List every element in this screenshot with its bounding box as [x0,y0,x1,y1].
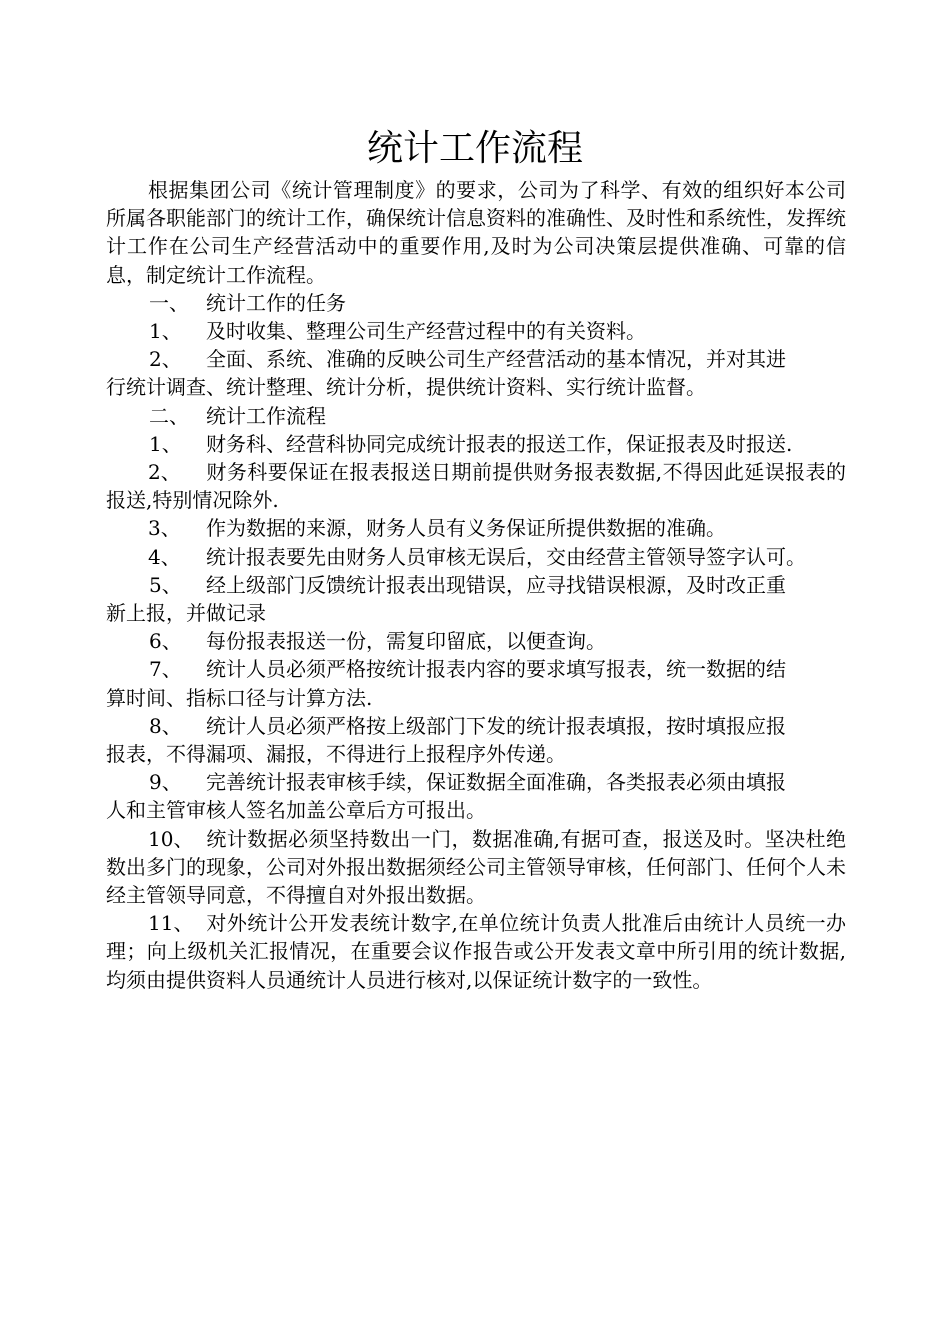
item-text: 统计数据必须坚持数出一门，数据准确,有据可查，报送及时。坚决杜绝数出多门的现象，公司对外报出数据须经公司主管领导审核，任何部门、任何个人未经主管领导同意，不得擅自对外报出数据。 [106,826,846,908]
item-number: 1、 [149,319,182,344]
item-text: 经上级部门反馈统计报表出现错误，应寻找错误根源，及时改正重 [206,572,786,597]
item-text: 财务科、经营科协同完成统计报表的报送工作，保证报表及时报送. [206,431,793,456]
item-number: 2、 [149,347,182,372]
item-text: 全面、系统、准确的反映公司生产经营活动的基本情况，并对其进 [206,347,786,372]
item-text: 作为数据的来源，财务人员有义务保证所提供数据的准确。 [206,516,726,541]
list-item [106,627,846,655]
item-number: 5、 [149,572,182,597]
item-number: 9、 [149,770,182,795]
list-item [106,514,846,542]
list-item [106,345,846,373]
item-text: 及时收集、整理公司生产经营过程中的有关资料。 [206,319,646,344]
item-text: 完善统计报表审核手续，保证数据全面准确，各类报表必须由填报 [206,770,786,795]
document-title: 统计工作流程 [366,128,583,169]
list-item [106,317,846,345]
list-item [106,655,846,683]
item-text: 统计人员必须严格按统计报表内容的要求填写报表，统一数据的结 [206,657,786,682]
section-number: 二、 [149,403,189,428]
item-continuation: 人和主管审核人签名加盖公章后方可报出。 [106,798,486,823]
item-text: 财务科要保证在报表报送日期前提供财务报表数据,不得因此延误报表的报送,特别情况除外. [106,460,846,513]
document-body [106,176,846,994]
list-item [106,768,846,796]
item-number: 6、 [149,629,182,654]
section-title: 统计工作流程 [206,403,326,428]
item-continuation: 算时间、指标口径与计算方法. [106,685,373,710]
list-item [106,825,846,910]
section-1-heading [106,289,846,317]
intro-paragraph: 根据集团公司《统计管理制度》的要求，公司为了科学、有效的组织好本公司所属各职能部门的统计工作，确保统计信息资料的准确性、及时性和系统性，发挥统计工作在公司生产经营活动中的重要作用,及时为公司决策层提供准确、可靠的信息，制定统计工作流程。 [106,178,846,287]
item-text: 统计人员必须严格按上级部门下发的统计报表填报，按时填报应报 [206,713,786,738]
item-continuation: 报表，不得漏项、漏报，不得进行上报程序外传递。 [106,742,566,767]
section-title: 统计工作的任务 [206,290,346,315]
item-continuation: 行统计调查、统计整理、统计分析，提供统计资料、实行统计监督。 [106,375,706,400]
item-number: 11、 [148,911,194,936]
item-number: 1、 [149,431,182,456]
item-number: 7、 [149,657,182,682]
item-text: 对外统计公开发表统计数字,在单位统计负责人批准后由统计人员统一办理；向上级机关汇报情况，在重要会议作报告或公开发表文章中所引用的统计数据,均须由提供资料人员通统计人员进行核对,以保证统计数字的一致性。 [106,911,846,992]
list-item [106,712,846,740]
item-text: 统计报表要先由财务人员审核无误后，交由经营主管领导签字认可。 [206,544,806,569]
item-number: 2、 [148,460,181,485]
section-number: 一、 [149,290,189,315]
list-item [106,430,846,458]
section-2-heading [106,402,846,430]
item-number: 4、 [148,544,181,569]
item-text: 每份报表报送一份，需复印留底，以便查询。 [206,629,606,654]
list-item [106,909,846,994]
list-item [106,458,846,514]
item-number: 3、 [148,516,181,541]
item-number: 8、 [149,713,182,738]
item-number: 10、 [148,826,194,851]
list-item [106,571,846,599]
item-continuation: 新上报，并做记录 [106,601,266,626]
list-item [106,543,846,571]
